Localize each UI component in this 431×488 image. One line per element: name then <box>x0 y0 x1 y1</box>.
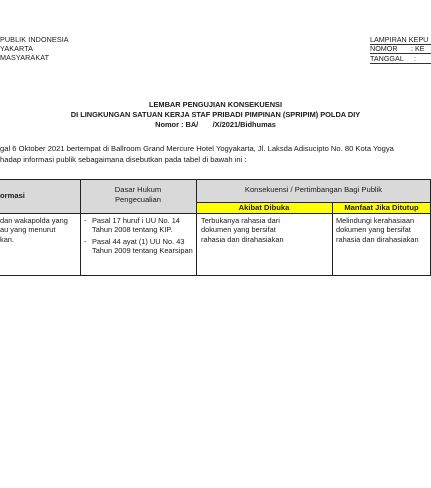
table-border-top <box>0 179 431 180</box>
header-right-tanggal-value: : <box>414 54 416 63</box>
table-row1-bullet-2: - <box>84 237 87 246</box>
table-col-divider-2 <box>196 179 197 275</box>
header-left-line2: YAKARTA <box>0 44 34 53</box>
consequence-table <box>0 179 431 276</box>
table-row1-bullet-1: - <box>84 216 87 225</box>
table-row1-akibat-dibuka: Terbukanya rahasia dari dokumen yang bersifat rahasia dan dirahasiakan <box>201 216 284 244</box>
header-left-line3: MASYARAKAT <box>0 53 50 62</box>
table-header-bottom-border <box>0 213 431 214</box>
header-right-lampiran: LAMPIRAN KEPU <box>370 35 429 44</box>
table-header-dasar-hukum-line2: Pengecualian <box>114 195 162 204</box>
table-header-konsekuensi: Konsekuensi / Pertimbangan Bagi Publik <box>244 185 383 194</box>
table-subheader-top-border <box>196 202 431 203</box>
intro-line1: gal 6 Oktober 2021 bertempat di Ballroom Grand Mercure Hotel Yogyakarta, Jl. Laksda Adisucipto No. 80 Kota Yogya <box>0 144 394 153</box>
table-row1-dasar-hukum-item1: Pasal 17 huruf i UU No. 14 Tahun 2008 tentang KIP. <box>92 216 180 235</box>
table-subheader-akibat-dibuka: Akibat Dibuka <box>238 203 290 212</box>
header-right-nomor-value: : KE <box>411 44 425 53</box>
table-subheader-manfaat-ditutup: Manfaat Jika Ditutup <box>344 203 419 212</box>
table-row1-informasi: dan wakapolda yang au yang menurut kan. <box>0 216 68 244</box>
table-row1-manfaat-ditutup: Melindungi kerahasiaan dokumen yang bersifat rahasia dan dirahasiakan <box>336 216 419 244</box>
table-header-dasar-hukum-line1: Dasar Hukum <box>114 185 162 194</box>
title-line2: DI LINGKUNGAN SATUAN KERJA STAF PRIBADI PIMPINAN (SPRIPIM) POLDA DIY <box>70 110 361 119</box>
header-right-nomor-label: NOMOR <box>370 44 398 53</box>
table-col-divider-1 <box>80 179 81 275</box>
table-col-divider-3 <box>332 202 333 275</box>
intro-line2: hadap informasi publik sebagaimana disebutkan pada tabel di bawah ini : <box>0 155 247 164</box>
header-left-line1: PUBLIK INDONESIA <box>0 35 69 44</box>
title-line3: Nomor : BA/ /X/2021/Bidhumas <box>155 120 276 129</box>
table-border-bottom <box>0 275 431 276</box>
header-right-tanggal-label: TANGGAL <box>370 54 404 63</box>
header-right-underline-3 <box>370 63 431 64</box>
title-line1: LEMBAR PENGUJIAN KONSEKUENSI <box>148 100 283 109</box>
table-row1-dasar-hukum-item2: Pasal 44 ayat (1) UU No. 43 Tahun 2009 tentang Kearsipan <box>92 237 193 256</box>
table-header-informasi: ormasi <box>0 191 25 200</box>
